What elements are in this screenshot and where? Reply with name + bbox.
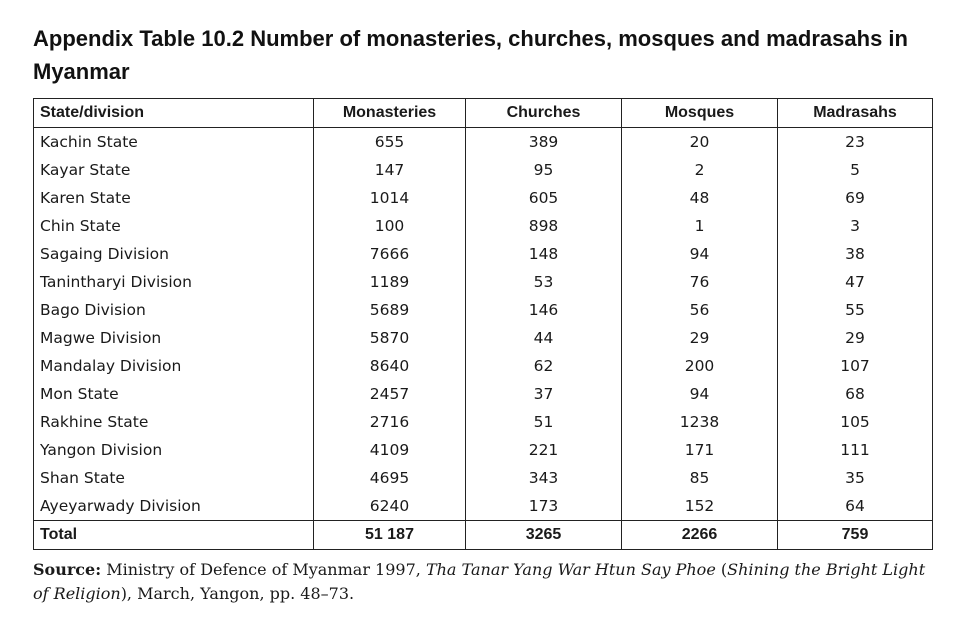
table-row (34, 240, 933, 268)
cell-mosques: 20 (622, 128, 778, 157)
cell-monasteries: 7666 (314, 240, 466, 268)
cell-state-division: Tanintharyi Division (34, 268, 314, 296)
cell-state-division: Chin State (34, 212, 314, 240)
cell-madrasahs: 35 (778, 464, 933, 492)
cell-mosques: 94 (622, 380, 778, 408)
cell-madrasahs: 47 (778, 268, 933, 296)
cell-churches: 605 (466, 184, 622, 212)
source-paren-open: ( (715, 560, 728, 579)
header-row (34, 99, 933, 128)
cell-churches: 37 (466, 380, 622, 408)
religious-buildings-table (33, 98, 933, 550)
cell-churches: 173 (466, 492, 622, 521)
cell-madrasahs: 55 (778, 296, 933, 324)
table-row (34, 184, 933, 212)
table-row (34, 436, 933, 464)
cell-mosques: 2 (622, 156, 778, 184)
table-row (34, 464, 933, 492)
cell-madrasahs: 69 (778, 184, 933, 212)
cell-monasteries: 6240 (314, 492, 466, 521)
total-churches: 3265 (466, 521, 622, 550)
cell-churches: 95 (466, 156, 622, 184)
cell-churches: 53 (466, 268, 622, 296)
table-row (34, 156, 933, 184)
table-row (34, 352, 933, 380)
cell-madrasahs: 107 (778, 352, 933, 380)
cell-madrasahs: 5 (778, 156, 933, 184)
table-row (34, 492, 933, 521)
cell-madrasahs: 68 (778, 380, 933, 408)
column-header-monasteries: Monasteries (314, 99, 466, 128)
cell-madrasahs: 105 (778, 408, 933, 436)
cell-state-division: Magwe Division (34, 324, 314, 352)
cell-mosques: 56 (622, 296, 778, 324)
source-text-before: Ministry of Defence of Myanmar 1997, (101, 560, 426, 579)
cell-churches: 343 (466, 464, 622, 492)
table-row (34, 380, 933, 408)
cell-churches: 62 (466, 352, 622, 380)
cell-mosques: 85 (622, 464, 778, 492)
source-title: Tha Tanar Yang War Htun Say Phoe (425, 560, 716, 579)
cell-churches: 148 (466, 240, 622, 268)
column-header-mosques: Mosques (622, 99, 778, 128)
cell-monasteries: 8640 (314, 352, 466, 380)
cell-monasteries: 2457 (314, 380, 466, 408)
cell-mosques: 171 (622, 436, 778, 464)
cell-madrasahs: 38 (778, 240, 933, 268)
cell-madrasahs: 111 (778, 436, 933, 464)
cell-mosques: 1 (622, 212, 778, 240)
table-row (34, 212, 933, 240)
cell-monasteries: 1014 (314, 184, 466, 212)
cell-monasteries: 4109 (314, 436, 466, 464)
cell-state-division: Mandalay Division (34, 352, 314, 380)
cell-mosques: 76 (622, 268, 778, 296)
column-header-state-division: State/division (34, 99, 314, 128)
cell-mosques: 200 (622, 352, 778, 380)
table-row (34, 268, 933, 296)
cell-monasteries: 100 (314, 212, 466, 240)
cell-state-division: Mon State (34, 380, 314, 408)
column-header-madrasahs: Madrasahs (778, 99, 933, 128)
column-header-churches: Churches (466, 99, 622, 128)
table-row (34, 296, 933, 324)
total-label: Total (34, 521, 314, 550)
table-row (34, 324, 933, 352)
cell-state-division: Bago Division (34, 296, 314, 324)
total-madrasahs: 759 (778, 521, 933, 550)
cell-madrasahs: 3 (778, 212, 933, 240)
cell-churches: 898 (466, 212, 622, 240)
cell-state-division: Karen State (34, 184, 314, 212)
cell-state-division: Kachin State (34, 128, 314, 157)
cell-state-division: Rakhine State (34, 408, 314, 436)
table-body (34, 128, 933, 521)
cell-monasteries: 5689 (314, 296, 466, 324)
total-row (34, 521, 933, 550)
table-row (34, 408, 933, 436)
total-mosques: 2266 (622, 521, 778, 550)
cell-state-division: Shan State (34, 464, 314, 492)
cell-monasteries: 5870 (314, 324, 466, 352)
table-row (34, 128, 933, 157)
table-title: Appendix Table 10.2 Number of monasteries, churches, mosques and madrasahs in Myanmar (33, 26, 908, 84)
total-monasteries: 51 187 (314, 521, 466, 550)
cell-monasteries: 1189 (314, 268, 466, 296)
cell-monasteries: 4695 (314, 464, 466, 492)
cell-state-division: Ayeyarwady Division (34, 492, 314, 521)
cell-state-division: Sagaing Division (34, 240, 314, 268)
cell-madrasahs: 23 (778, 128, 933, 157)
cell-churches: 51 (466, 408, 622, 436)
cell-madrasahs: 64 (778, 492, 933, 521)
cell-mosques: 152 (622, 492, 778, 521)
cell-mosques: 48 (622, 184, 778, 212)
source-text-after: ), March, Yangon, pp. 48–73. (120, 584, 355, 603)
cell-mosques: 94 (622, 240, 778, 268)
cell-churches: 221 (466, 436, 622, 464)
cell-churches: 44 (466, 324, 622, 352)
cell-state-division: Kayar State (34, 156, 314, 184)
cell-state-division: Yangon Division (34, 436, 314, 464)
source-label: Source: (33, 560, 102, 579)
cell-mosques: 1238 (622, 408, 778, 436)
cell-madrasahs: 29 (778, 324, 933, 352)
cell-churches: 146 (466, 296, 622, 324)
cell-churches: 389 (466, 128, 622, 157)
source-translation: Shining the Bright Light of Religion (33, 560, 926, 603)
cell-monasteries: 655 (314, 128, 466, 157)
cell-mosques: 29 (622, 324, 778, 352)
source-note (33, 558, 938, 606)
cell-monasteries: 147 (314, 156, 466, 184)
cell-monasteries: 2716 (314, 408, 466, 436)
